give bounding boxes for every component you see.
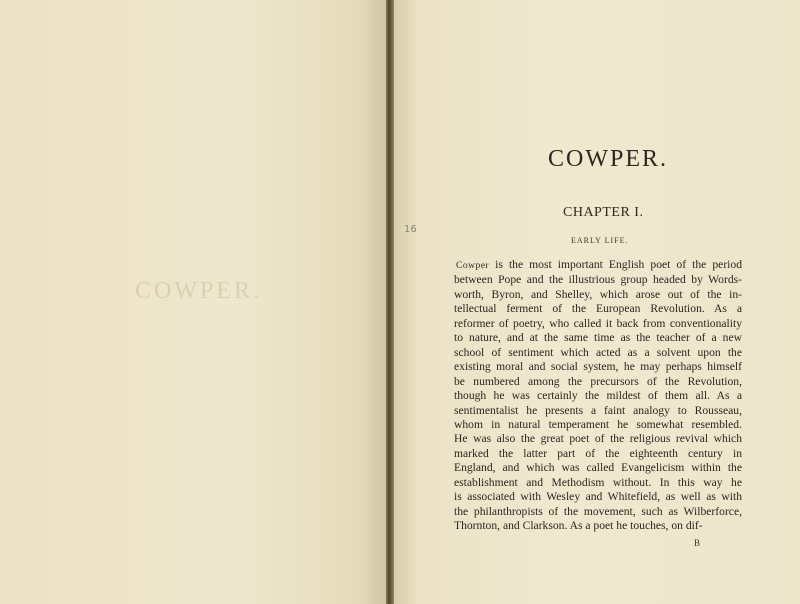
text-line: marked the latter part of the eighteenth century in xyxy=(454,446,742,460)
text-line: school of sentiment which acted as a solvent upon the xyxy=(454,345,742,359)
text-line: Thornton, and Clarkson. As a poet he touches, on dif- xyxy=(454,519,703,533)
chapter-heading: CHAPTER I. xyxy=(563,205,644,220)
text-line: He was also the great poet of the religious revival which xyxy=(454,432,742,446)
lead-word: Cowper xyxy=(456,261,490,271)
text-line: whom in natural temperament he somewhat resembled. xyxy=(454,417,742,431)
section-heading: EARLY LIFE. xyxy=(571,236,629,245)
text-line xyxy=(454,258,742,273)
text-line: between Pope and the illustrious group headed by Words- xyxy=(454,273,742,287)
text-line: to nature, and at the same time as the teacher of a new xyxy=(454,331,742,345)
text-line: though he was certainly the mildest of them all. As a xyxy=(454,389,742,403)
line-text: is the most important English poet of the period xyxy=(489,258,742,271)
left-page xyxy=(0,0,388,604)
body-paragraph xyxy=(454,258,742,534)
text-line: the philanthropists of the movement, such as Wilberforce, xyxy=(454,504,742,518)
text-line: is associated with Wesley and Whitefield, as well as with xyxy=(454,490,742,504)
text-line: sentimentalist he presents a faint analogy to Rousseau, xyxy=(454,403,742,417)
book-title: COWPER. xyxy=(548,146,669,172)
text-line: be numbered among the precursors of the Revolution, xyxy=(454,374,742,388)
text-line: tellectual ferment of the European Revolution. As a xyxy=(454,302,742,316)
text-line: England, and which was called Evangelicism within the xyxy=(454,461,742,475)
signature-mark: B xyxy=(694,538,701,548)
text-line: reformer of poetry, who called it back from conventionality xyxy=(454,316,742,330)
text-line: existing moral and social system, he may perhaps himself xyxy=(454,360,742,374)
text-line: establishment and Methodism without. In this way he xyxy=(454,475,742,489)
bleed-through-text: COWPER. xyxy=(135,278,263,304)
text-line: worth, Byron, and Shelley, which arose out of the in- xyxy=(454,287,742,301)
pencil-annotation: 16 xyxy=(404,224,417,235)
